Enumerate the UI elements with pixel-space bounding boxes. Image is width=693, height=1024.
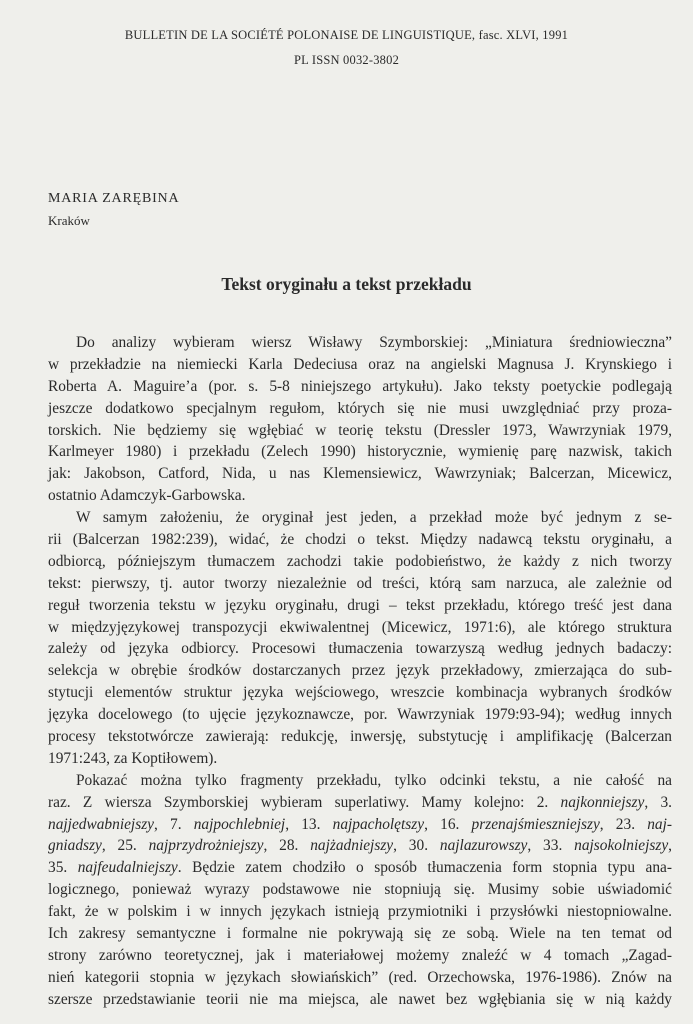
article-title: Tekst oryginału a tekst przekładu: [221, 274, 472, 294]
italic-term: najpacholętszy: [332, 815, 425, 833]
text-segment: 35.: [48, 859, 78, 877]
text-segment: stytucji elementów struktur języka wejściowego, wreszcie kombinacja wybranych środków: [48, 684, 672, 702]
text-segment: fakt, że w polskim i w innych językach istnieją przymiotniki i przysłówki niestopniowalne.: [48, 903, 672, 921]
body-line: [48, 967, 672, 989]
body-line: [48, 857, 672, 879]
body-line: [48, 682, 672, 704]
text-segment: , 25.: [101, 837, 149, 855]
text-segment: ,: [668, 837, 673, 855]
text-segment: logicznego, ponieważ wyrazy podstawowe nie stopniują się. Musimy sobie uświadomić: [48, 881, 672, 899]
body-line: [48, 638, 672, 660]
text-segment: 1971:243, za Koptiłowem).: [48, 749, 218, 767]
text-segment: tekst: pierwszy, tj. autor tworzy niezależnie od treści, którą sam narzuca, ale zależnie od: [48, 574, 672, 592]
text-segment: Karlmeyer 1980) i przekładu (Zelech 1990) historycznie, wymienię parę nazwisk, takich: [48, 443, 672, 461]
text-segment: , 16.: [424, 815, 472, 833]
body-line: [48, 529, 672, 551]
text-segment: procesy tekstotwórcze zawierają: redukcję, inwersję, substytucję i amplifikację (Balcerzan: [48, 728, 672, 746]
text-segment: jak: Jakobson, Catford, Nida, u nas Klemensiewicz, Wawrzyniak; Balcerzan, Micewicz,: [48, 465, 672, 483]
text-segment: rii (Balcerzan 1982:239), widać, że chodzi o tekst. Między nadawcą tekstu oryginału, a: [48, 531, 672, 549]
text-segment: jeszcze dodatkowo specjalnym regułom, których się nie musi uwzględniać przy proza-: [48, 399, 672, 417]
article-body: [48, 332, 672, 1011]
text-segment: selekcja w obrębie środków dostarczanych przez język przekładowy, zmierzająca do sub-: [48, 662, 672, 680]
text-segment: ostatnio Adamczyk-Garbowska.: [48, 487, 246, 505]
body-line: [48, 814, 672, 836]
author-affiliation: Kraków: [48, 213, 90, 228]
text-segment: , 28.: [263, 837, 311, 855]
body-line: [48, 835, 672, 857]
text-segment: Pokazać można tylko fragmenty przekładu, tylko odcinki tekstu, a nie całość na: [76, 771, 672, 789]
body-line: [48, 879, 672, 901]
body-line: [48, 989, 672, 1011]
text-segment: Ich zakresy semantyczne i formalne nie pokrywają się ze sobą. Wiele na ten temat od: [48, 925, 672, 943]
body-line: [48, 617, 672, 639]
italic-term: najsokolniejszy: [574, 837, 669, 855]
italic-term: najżadniejszy: [310, 837, 394, 855]
author-name: MARIA ZARĘBINA: [48, 191, 180, 206]
body-line: [48, 551, 672, 573]
text-segment: raz. Z wiersza Szymborskiej wybieram superlatiwy. Mamy kolejno: 2.: [48, 793, 561, 811]
text-segment: odbiorcą, późniejszym tłumaczem zachodzi takie podobieństwo, że każdy z nich tworzy: [48, 552, 672, 570]
text-segment: . Będzie zatem chodziło o sposób tłumaczenia form stopnia typu ana-: [177, 859, 672, 877]
body-line: [48, 704, 672, 726]
text-segment: nień kategorii stopnia w językach słowiańskich” (red. Orzechowska, 1976-1986). Znów na: [48, 968, 672, 986]
body-line: [48, 332, 672, 354]
body-line: [48, 354, 672, 376]
text-segment: Roberta A. Maguire’a (por. s. 5-8 niniejszego artykułu). Jako teksty poetyckie podlegają: [48, 377, 672, 395]
body-line: [48, 923, 672, 945]
text-segment: W samym założeniu, że oryginał jest jeden, a przekład może być jednym z se-: [76, 509, 672, 527]
body-line: [48, 660, 672, 682]
text-segment: , 13.: [285, 815, 333, 833]
text-segment: Do analizy wybieram wiersz Wisławy Szymborskiej: „Miniatura średniowieczna”: [76, 334, 672, 351]
text-segment: języka docelowego (to ujęcie językoznawcze, por. Wawrzyniak 1979:93-94); według innych: [48, 706, 672, 724]
italic-term: najjedwabniejszy: [48, 815, 155, 833]
issn-line: PL ISSN 0032-3802: [293, 53, 400, 67]
text-segment: , 33.: [527, 837, 575, 855]
body-line: [48, 398, 672, 420]
body-line: [48, 770, 672, 792]
body-line: [48, 901, 672, 923]
text-segment: , 30.: [393, 837, 440, 855]
text-segment: strony zarówno teoretycznej, jak i materiałowej możemy znaleźć w 4 tomach „Zagad-: [48, 946, 672, 964]
body-line: [48, 726, 672, 748]
body-line: [48, 420, 672, 442]
body-line: [48, 792, 672, 814]
italic-term: najprzydrożniejszy: [148, 837, 264, 855]
text-segment: , 7.: [154, 815, 194, 833]
text-segment: w przekładzie na niemiecki Karla Dedeciusa oraz na angielski Magnusa J. Krynskiego i: [48, 355, 672, 373]
body-line: [48, 463, 672, 485]
body-line: [48, 441, 672, 463]
text-segment: w międzyjęzykowej transpozycji ekwiwalentnej (Micewicz, 1971:6), ale którego struktura: [48, 618, 672, 636]
text-segment: reguł tworzenia tekstu w języku oryginału, drugi – tekst przekładu, którego treść jest dana: [48, 596, 672, 614]
italic-term: naj-: [647, 815, 673, 833]
text-segment: torskich. Nie będziemy się wgłębiać w teorię tekstu (Dressler 1973, Wawrzyniak 1979,: [48, 421, 672, 439]
text-segment: , 23.: [599, 815, 648, 833]
text-segment: zależy od języka odbiorcy. Procesowi tłumaczenia towarzyszą według jednych badaczy:: [48, 640, 672, 658]
body-line: [48, 945, 672, 967]
body-line: [48, 376, 672, 398]
body-line: [48, 748, 672, 770]
body-line: [48, 573, 672, 595]
italic-term: najfeudalniejszy: [77, 859, 178, 877]
body-line: [48, 507, 672, 529]
italic-term: najpochlebniej: [193, 815, 286, 833]
journal-header: BULLETIN DE LA SOCIÉTÉ POLONAISE DE LINGUISTIQUE, fasc. XLVI, 1991: [124, 28, 569, 42]
italic-term: najlazurowszy: [439, 837, 528, 855]
italic-term: przenajśmieszniejszy: [471, 815, 600, 833]
text-segment: , 3.: [644, 793, 672, 811]
body-line: [48, 485, 672, 507]
body-line: [48, 595, 672, 617]
italic-term: najkonniejszy: [560, 793, 645, 811]
text-segment: szersze przedstawianie teorii nie ma miejsca, ale nawet bez wgłębiania się w nią każdy: [48, 990, 672, 1008]
italic-term: gniadszy: [48, 837, 102, 855]
